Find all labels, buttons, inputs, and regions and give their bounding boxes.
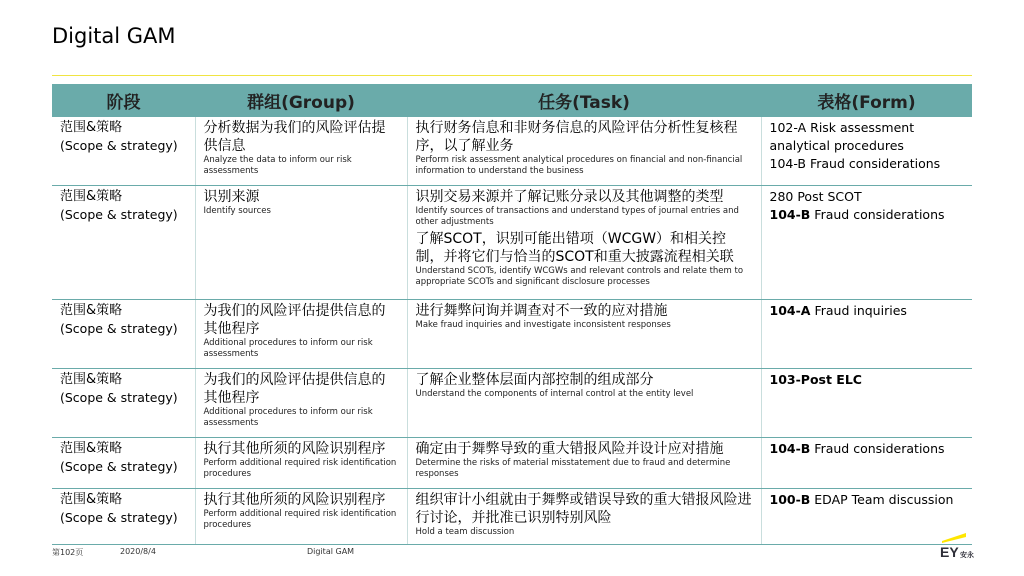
form-code: 104-B (769, 207, 811, 222)
form-text: EDAP Team discussion (810, 492, 954, 507)
form-code: 104-B (769, 441, 811, 456)
phase-cn: 范围&策略 (60, 492, 123, 507)
task-cell (407, 186, 761, 300)
phase-en: (Scope & strategy) (60, 138, 178, 153)
group-en: Perform additional required risk identification procedures (203, 509, 397, 530)
group-cn: 执行其他所须的风险识别程序 (203, 492, 386, 508)
group-cn: 为我们的风险评估提供信息的其他程序 (203, 372, 386, 406)
table-header-row (52, 84, 972, 117)
group-cn: 为我们的风险评估提供信息的其他程序 (203, 303, 386, 337)
form-code: 102-A (769, 120, 807, 135)
task-en: Determine the risks of material misstatement due to fraud and determine responses (415, 458, 731, 479)
table-row (52, 186, 972, 300)
group-cell (195, 438, 407, 489)
form-line (770, 302, 965, 320)
task-cn: 执行财务信息和非财务信息的风险评估分析性复核程序，以了解业务 (415, 120, 738, 154)
phase-cell (52, 300, 195, 369)
group-cell (195, 117, 407, 186)
ey-logo-sub: 安永 (960, 551, 974, 559)
group-en: Additional procedures to inform our risk assessments (203, 338, 373, 359)
table-row (52, 438, 972, 489)
task-en: Understand SCOTs, identify WCGWs and relevant controls and relate them to appropriate SCOTs and significant disclosure processes (415, 266, 744, 287)
phase-en: (Scope & strategy) (60, 459, 178, 474)
form-line (770, 491, 965, 509)
ey-logo-text: EY (940, 544, 959, 560)
task-cell (407, 489, 761, 545)
phase-cell (52, 186, 195, 300)
phase-cn: 范围&策略 (60, 120, 123, 135)
phase-cell (52, 369, 195, 438)
task-cn: 了解企业整体层面内部控制的组成部分 (415, 372, 654, 388)
task-cell (407, 369, 761, 438)
header-phase: 阶段 (52, 84, 195, 117)
task-cell (407, 117, 761, 186)
form-cell (761, 117, 972, 186)
page-title: Digital GAM (52, 24, 176, 48)
table-row (52, 300, 972, 369)
task-en: Hold a team discussion (415, 527, 515, 537)
form-line (770, 155, 965, 173)
task-cn: 组织审计小组就由于舞弊或错误导致的重大错报风险进行讨论，并批准已识别特别风险 (415, 492, 752, 526)
phase-cell (52, 489, 195, 545)
form-text: Risk assessment analytical procedures (769, 120, 915, 153)
phase-en: (Scope & strategy) (60, 510, 178, 525)
form-cell (761, 369, 972, 438)
table-row (52, 369, 972, 438)
title-divider (52, 75, 972, 76)
task-en: Perform risk assessment analytical procedures on financial and non-financial information to understand the business (415, 155, 743, 176)
group-cell (195, 186, 407, 300)
phase-cn: 范围&策略 (60, 303, 123, 318)
form-code: 100-B (769, 492, 811, 507)
group-cell (195, 489, 407, 545)
form-line (770, 206, 965, 224)
phase-cn: 范围&策略 (60, 372, 123, 387)
footer-page-number: 第102页 (52, 548, 84, 557)
task-cn: 确定由于舞弊导致的重大错报风险并设计应对措施 (415, 441, 724, 457)
form-line (770, 440, 965, 458)
phase-cell (52, 117, 195, 186)
form-cell (761, 300, 972, 369)
task-cn: 识别交易来源并了解记账分录以及其他调整的类型 (415, 189, 724, 205)
group-en: Perform additional required risk identification procedures (203, 458, 397, 479)
form-line (770, 371, 965, 389)
footer-title: Digital GAM (307, 547, 355, 556)
form-text: Post SCOT (793, 189, 862, 204)
group-cell (195, 300, 407, 369)
table-row (52, 117, 972, 186)
form-line (770, 119, 965, 155)
form-text: Fraud considerations (806, 156, 941, 171)
group-cn: 识别来源 (203, 189, 260, 205)
ey-logo-icon (938, 529, 974, 561)
task-en: Make fraud inquiries and investigate inconsistent responses (415, 320, 671, 330)
form-cell (761, 186, 972, 300)
group-en: Analyze the data to inform our risk assessments (203, 155, 352, 176)
task-cn: 进行舞弊问询并调查对不一致的应对措施 (415, 303, 668, 319)
form-text: Fraud considerations (810, 207, 945, 222)
group-en: Identify sources (203, 206, 271, 216)
task-en: Understand the components of internal control at the entity level (415, 389, 694, 399)
footer-date: 2020/8/4 (120, 547, 156, 556)
phase-en: (Scope & strategy) (60, 207, 178, 222)
phase-cn: 范围&策略 (60, 189, 123, 204)
phase-cn: 范围&策略 (60, 441, 123, 456)
group-cell (195, 369, 407, 438)
group-cn: 执行其他所须的风险识别程序 (203, 441, 386, 457)
header-task: 任务(Task) (407, 84, 761, 117)
header-form: 表格(Form) (761, 84, 972, 117)
task-cell (407, 300, 761, 369)
form-code: 104-B (769, 156, 806, 171)
form-code: 104-A (769, 303, 811, 318)
form-line (770, 188, 965, 206)
phase-cell (52, 438, 195, 489)
form-code: 280 (769, 189, 794, 204)
form-code: 103-Post ELC (769, 372, 862, 387)
group-cn: 分析数据为我们的风险评估提供信息 (203, 120, 386, 154)
task-en: Identify sources of transactions and understand types of journal entries and other adjustments (415, 206, 739, 227)
form-cell (761, 438, 972, 489)
phase-en: (Scope & strategy) (60, 321, 178, 336)
form-text: Fraud inquiries (810, 303, 907, 318)
group-en: Additional procedures to inform our risk assessments (203, 407, 373, 428)
form-text: Fraud considerations (810, 441, 945, 456)
task-cell (407, 438, 761, 489)
table-row (52, 489, 972, 545)
task-cn: 了解SCOT，识别可能出错项（WCGW）和相关控制，并将它们与恰当的SCOT和重大披露流程相关联 (415, 231, 734, 265)
phase-en: (Scope & strategy) (60, 390, 178, 405)
header-group: 群组(Group) (195, 84, 407, 117)
gam-table (52, 84, 972, 545)
